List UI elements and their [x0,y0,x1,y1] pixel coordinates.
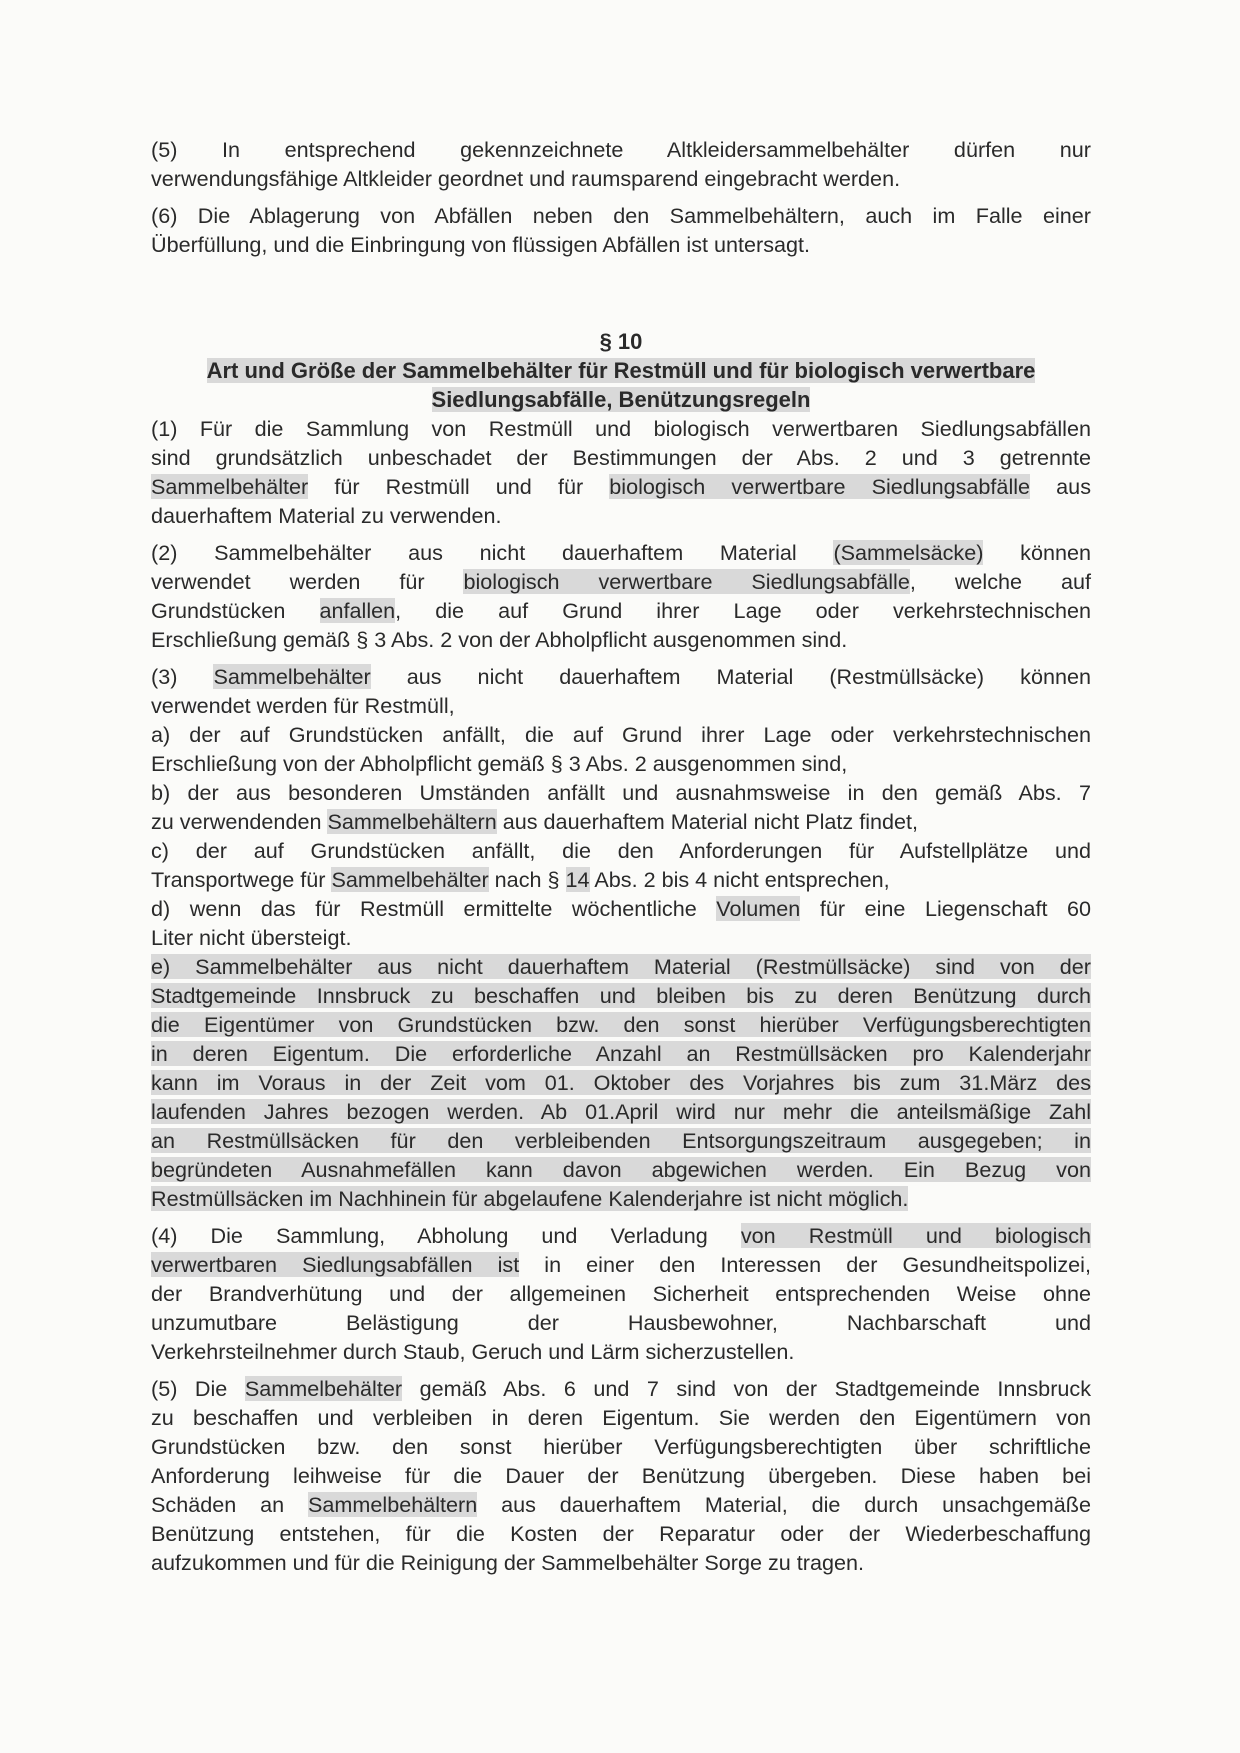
highlight: biologisch verwertbare Siedlungsabfälle [463,569,910,594]
text-line: an Restmüllsäcken für den verbleibenden Entsorgungszeitraum ausgegeben; in [151,1128,1091,1153]
text-line: Transportwege für Sammelbehälter nach § 14 Abs. 2 bis 4 nicht entsprechen, [151,867,890,892]
text-line: (3) Sammelbehälter aus nicht dauerhaftem Material (Restmüllsäcke) können [151,664,1091,689]
text-line: c) der auf Grundstücken anfällt, die den Anforderungen für Aufstellplätze und [151,838,1091,863]
highlight: Sammelbehälter [331,867,489,892]
text-line: Restmüllsäcken im Nachhinein für abgelaufene Kalenderjahre ist nicht möglich. [151,1186,909,1211]
text-line: die Eigentümer von Grundstücken bzw. den sonst hierüber Verfügungsberechtigten [151,1012,1091,1037]
section-9-paragraph-5 [151,135,1091,193]
text-line: Überfüllung, und die Einbringung von flüssigen Abfällen ist untersagt. [151,232,811,257]
paragraph-4 [151,1221,1091,1366]
highlight: anfallen [319,598,396,623]
highlight: Volumen [716,896,801,921]
text-line: Anforderung leihweise für die Dauer der Benützung übergeben. Diese haben bei [151,1463,1091,1488]
paragraph-2 [151,538,1091,654]
title-line: Siedlungsabfälle, Benützungsregeln [431,387,811,412]
text-line: b) der aus besonderen Umständen anfällt und ausnahmsweise in den gemäß Abs. 7 [151,780,1091,805]
section-number: § 10 [599,329,643,354]
paragraph-1 [151,414,1091,530]
text-line: unzumutbare Belästigung der Hausbewohner, Nachbarschaft und [151,1310,1091,1335]
highlight: Sammelbehältern [308,1492,478,1517]
text-line: (1) Für die Sammlung von Restmüll und biologisch verwertbaren Siedlungsabfällen [151,416,1091,441]
text-line: zu verwendenden Sammelbehältern aus dauerhaftem Material nicht Platz findet, [151,809,919,834]
highlight: Sammelbehälter [151,474,309,499]
text-line: verwendungsfähige Altkleider geordnet und raumsparend eingebracht werden. [151,166,901,191]
text-line: Liter nicht übersteigt. [151,925,352,950]
text-line: d) wenn das für Restmüll ermittelte wöchentliche Volumen für eine Liegenschaft 60 [151,896,1092,921]
item-e-highlighted [151,952,1091,1213]
highlight: verwertbaren Siedlungsabfällen ist [151,1252,520,1277]
highlight: Sammelbehältern [327,809,497,834]
text-line: e) Sammelbehälter aus nicht dauerhaftem Material (Restmüllsäcke) sind von der [151,954,1091,979]
text-line: (5) In entsprechend gekennzeichnete Altkleidersammelbehälter dürfen nur [151,137,1091,162]
text-line: begründeten Ausnahmefällen kann davon abgewichen werden. Ein Bezug von [151,1157,1091,1182]
section-title [151,356,1091,414]
text-line: zu beschaffen und verbleiben in deren Eigentum. Sie werden den Eigentümern von [151,1405,1091,1430]
text-line: laufenden Jahres bezogen werden. Ab 01.April wird nur mehr die anteilsmäßige Zahl [151,1099,1091,1124]
text-line: in deren Eigentum. Die erforderliche Anzahl an Restmüllsäcken pro Kalenderjahr [151,1041,1091,1066]
title-line: Art und Größe der Sammelbehälter für Restmüll und für biologisch verwertbare [206,358,1036,383]
text-line: (6) Die Ablagerung von Abfällen neben den Sammelbehältern, auch im Falle einer [151,203,1091,228]
paragraph-3 [151,662,1091,1213]
text-line: Stadtgemeinde Innsbruck zu beschaffen und bleiben bis zu deren Benützung durch [151,983,1091,1008]
text-line: dauerhaftem Material zu verwenden. [151,503,502,528]
text-line: aufzukommen und für die Reinigung der Sammelbehälter Sorge zu tragen. [151,1550,865,1575]
text-line: verwertbaren Siedlungsabfällen ist in einer den Interessen der Gesundheitspolizei, [151,1252,1091,1277]
text-line: der Brandverhütung und der allgemeinen Sicherheit entsprechenden Weise ohne [151,1281,1091,1306]
section-9-paragraph-6 [151,201,1091,259]
text-line: (2) Sammelbehälter aus nicht dauerhaftem Material (Sammelsäcke) können [151,540,1092,565]
highlight: 14 [565,867,590,892]
text-line: (5) Die Sammelbehälter gemäß Abs. 6 und 7 sind von der Stadtgemeinde Innsbruck [151,1376,1091,1401]
text-line: Grundstücken bzw. den sonst hierüber Verfügungsberechtigten über schriftliche [151,1434,1091,1459]
text-line: verwendet werden für biologisch verwertbare Siedlungsabfälle, welche auf [151,569,1091,594]
highlight: (Sammelsäcke) [833,540,984,565]
text-line: Erschließung gemäß § 3 Abs. 2 von der Abholpflicht ausgenommen sind. [151,627,848,652]
text-line: a) der auf Grundstücken anfällt, die auf Grund ihrer Lage oder verkehrstechnischen [151,722,1091,747]
highlight: Sammelbehälter [213,664,371,689]
highlight: von Restmüll und biologisch [740,1223,1091,1248]
text-line: (4) Die Sammlung, Abholung und Verladung von Restmüll und biologisch [151,1223,1091,1248]
text-line: verwendet werden für Restmüll, [151,693,455,718]
text-line: Verkehrsteilnehmer durch Staub, Geruch und Lärm sicherzustellen. [151,1339,795,1364]
highlight: biologisch verwertbare Siedlungsabfälle [609,474,1031,499]
text-line: kann im Voraus in der Zeit vom 01. Oktober des Vorjahres bis zum 31.März des [151,1070,1091,1095]
document-page [151,135,1091,1577]
text-line: sind grundsätzlich unbeschadet der Bestimmungen der Abs. 2 und 3 getrennte [151,445,1091,470]
text-line: Benützung entstehen, für die Kosten der Reparatur oder der Wiederbeschaffung [151,1521,1091,1546]
text-line: Sammelbehälter für Restmüll und für biologisch verwertbare Siedlungsabfälle aus [151,474,1091,499]
text-line: Erschließung von der Abholpflicht gemäß § 3 Abs. 2 ausgenommen sind, [151,751,848,776]
text-line: Schäden an Sammelbehältern aus dauerhaftem Material, die durch unsachgemäße [151,1492,1091,1517]
highlight: Sammelbehälter [244,1376,403,1401]
paragraph-5 [151,1374,1091,1577]
text-line: Grundstücken anfallen, die auf Grund ihrer Lage oder verkehrstechnischen [151,598,1091,623]
